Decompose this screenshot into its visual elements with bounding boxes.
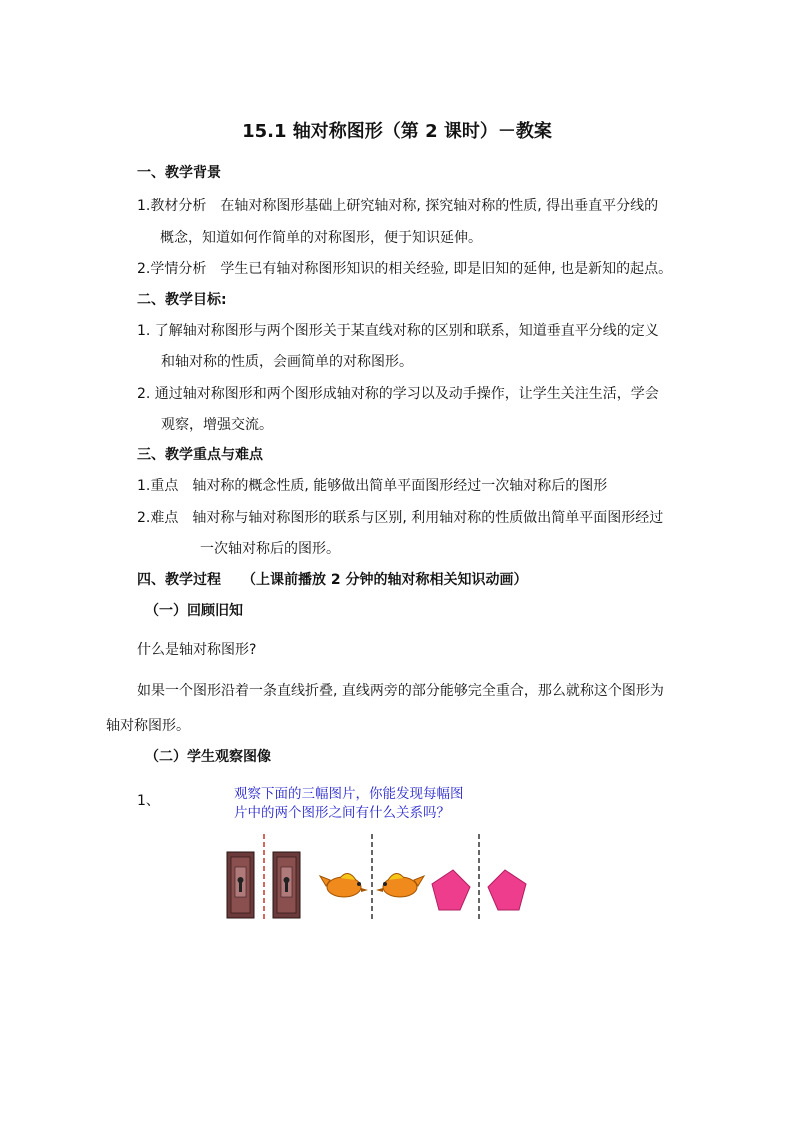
subsection-observe: （二）学生观察图像 xyxy=(145,749,271,765)
answer-text-cont: 轴对称图形。 xyxy=(106,718,190,734)
paragraph-textbook-analysis-cont: 概念，知道如何作简单的对称图形，便于知识延伸。 xyxy=(160,230,482,246)
door-icon xyxy=(227,852,254,918)
paragraph-key-point: 1.重点 轴对称的概念性质, 能够做出简单平面图形经过一次轴对称后的图形 xyxy=(137,478,608,494)
paragraph-goal-1: 1. 了解轴对称图形与两个图形关于某直线对称的区别和联系，知道垂直平分线的定义 xyxy=(137,323,659,339)
section-heading-process: 四、教学过程 （上课前播放 2 分钟的轴对称相关知识动画） xyxy=(137,572,528,588)
bird-icon xyxy=(320,873,368,897)
paragraph-difficulty: 2.难点 轴对称与轴对称图形的联系与区别, 利用轴对称的性质做出简单平面图形经过 xyxy=(137,510,664,526)
paragraph-goal-1-cont: 和轴对称的性质，会画简单的对称图形。 xyxy=(161,354,413,370)
page-title: 15.1 轴对称图形（第 2 课时）－教案 xyxy=(242,121,552,142)
paragraph-textbook-analysis: 1.教材分析 在轴对称图形基础上研究轴对称, 探究轴对称的性质, 得出垂直平分线的 xyxy=(137,198,659,214)
pentagon-icon xyxy=(432,870,470,910)
subsection-review: （一）回顾旧知 xyxy=(145,603,243,619)
paragraph-goal-2: 2. 通过轴对称图形和两个图形成轴对称的学习以及动手操作，让学生关注生活，学会 xyxy=(137,386,659,402)
paragraph-student-analysis: 2.学情分析 学生已有轴对称图形知识的相关经验, 即是旧知的延伸, 也是新知的起点。 xyxy=(137,261,673,277)
observation-prompt-cont: 片中的两个图形之间有什么关系吗？ xyxy=(234,805,450,821)
question-text: 什么是轴对称图形? xyxy=(137,642,257,658)
section-heading-background: 一、教学背景 xyxy=(137,165,221,181)
symmetry-figure xyxy=(222,832,542,924)
pentagon-icon xyxy=(488,870,526,910)
observation-prompt: 观察下面的三幅图片，你能发现每幅图 xyxy=(234,786,464,802)
item-number: 1、 xyxy=(137,793,160,809)
answer-text: 如果一个图形沿着一条直线折叠, 直线两旁的部分能够完全重合，那么就称这个图形为 xyxy=(137,683,664,699)
door-icon xyxy=(273,852,300,918)
bird-icon xyxy=(376,873,424,897)
section-heading-goals: 二、教学目标: xyxy=(137,292,227,308)
paragraph-goal-2-cont: 观察，增强交流。 xyxy=(161,417,273,433)
section-heading-key-points: 三、教学重点与难点 xyxy=(137,447,263,463)
paragraph-difficulty-cont: 一次轴对称后的图形。 xyxy=(200,541,340,557)
